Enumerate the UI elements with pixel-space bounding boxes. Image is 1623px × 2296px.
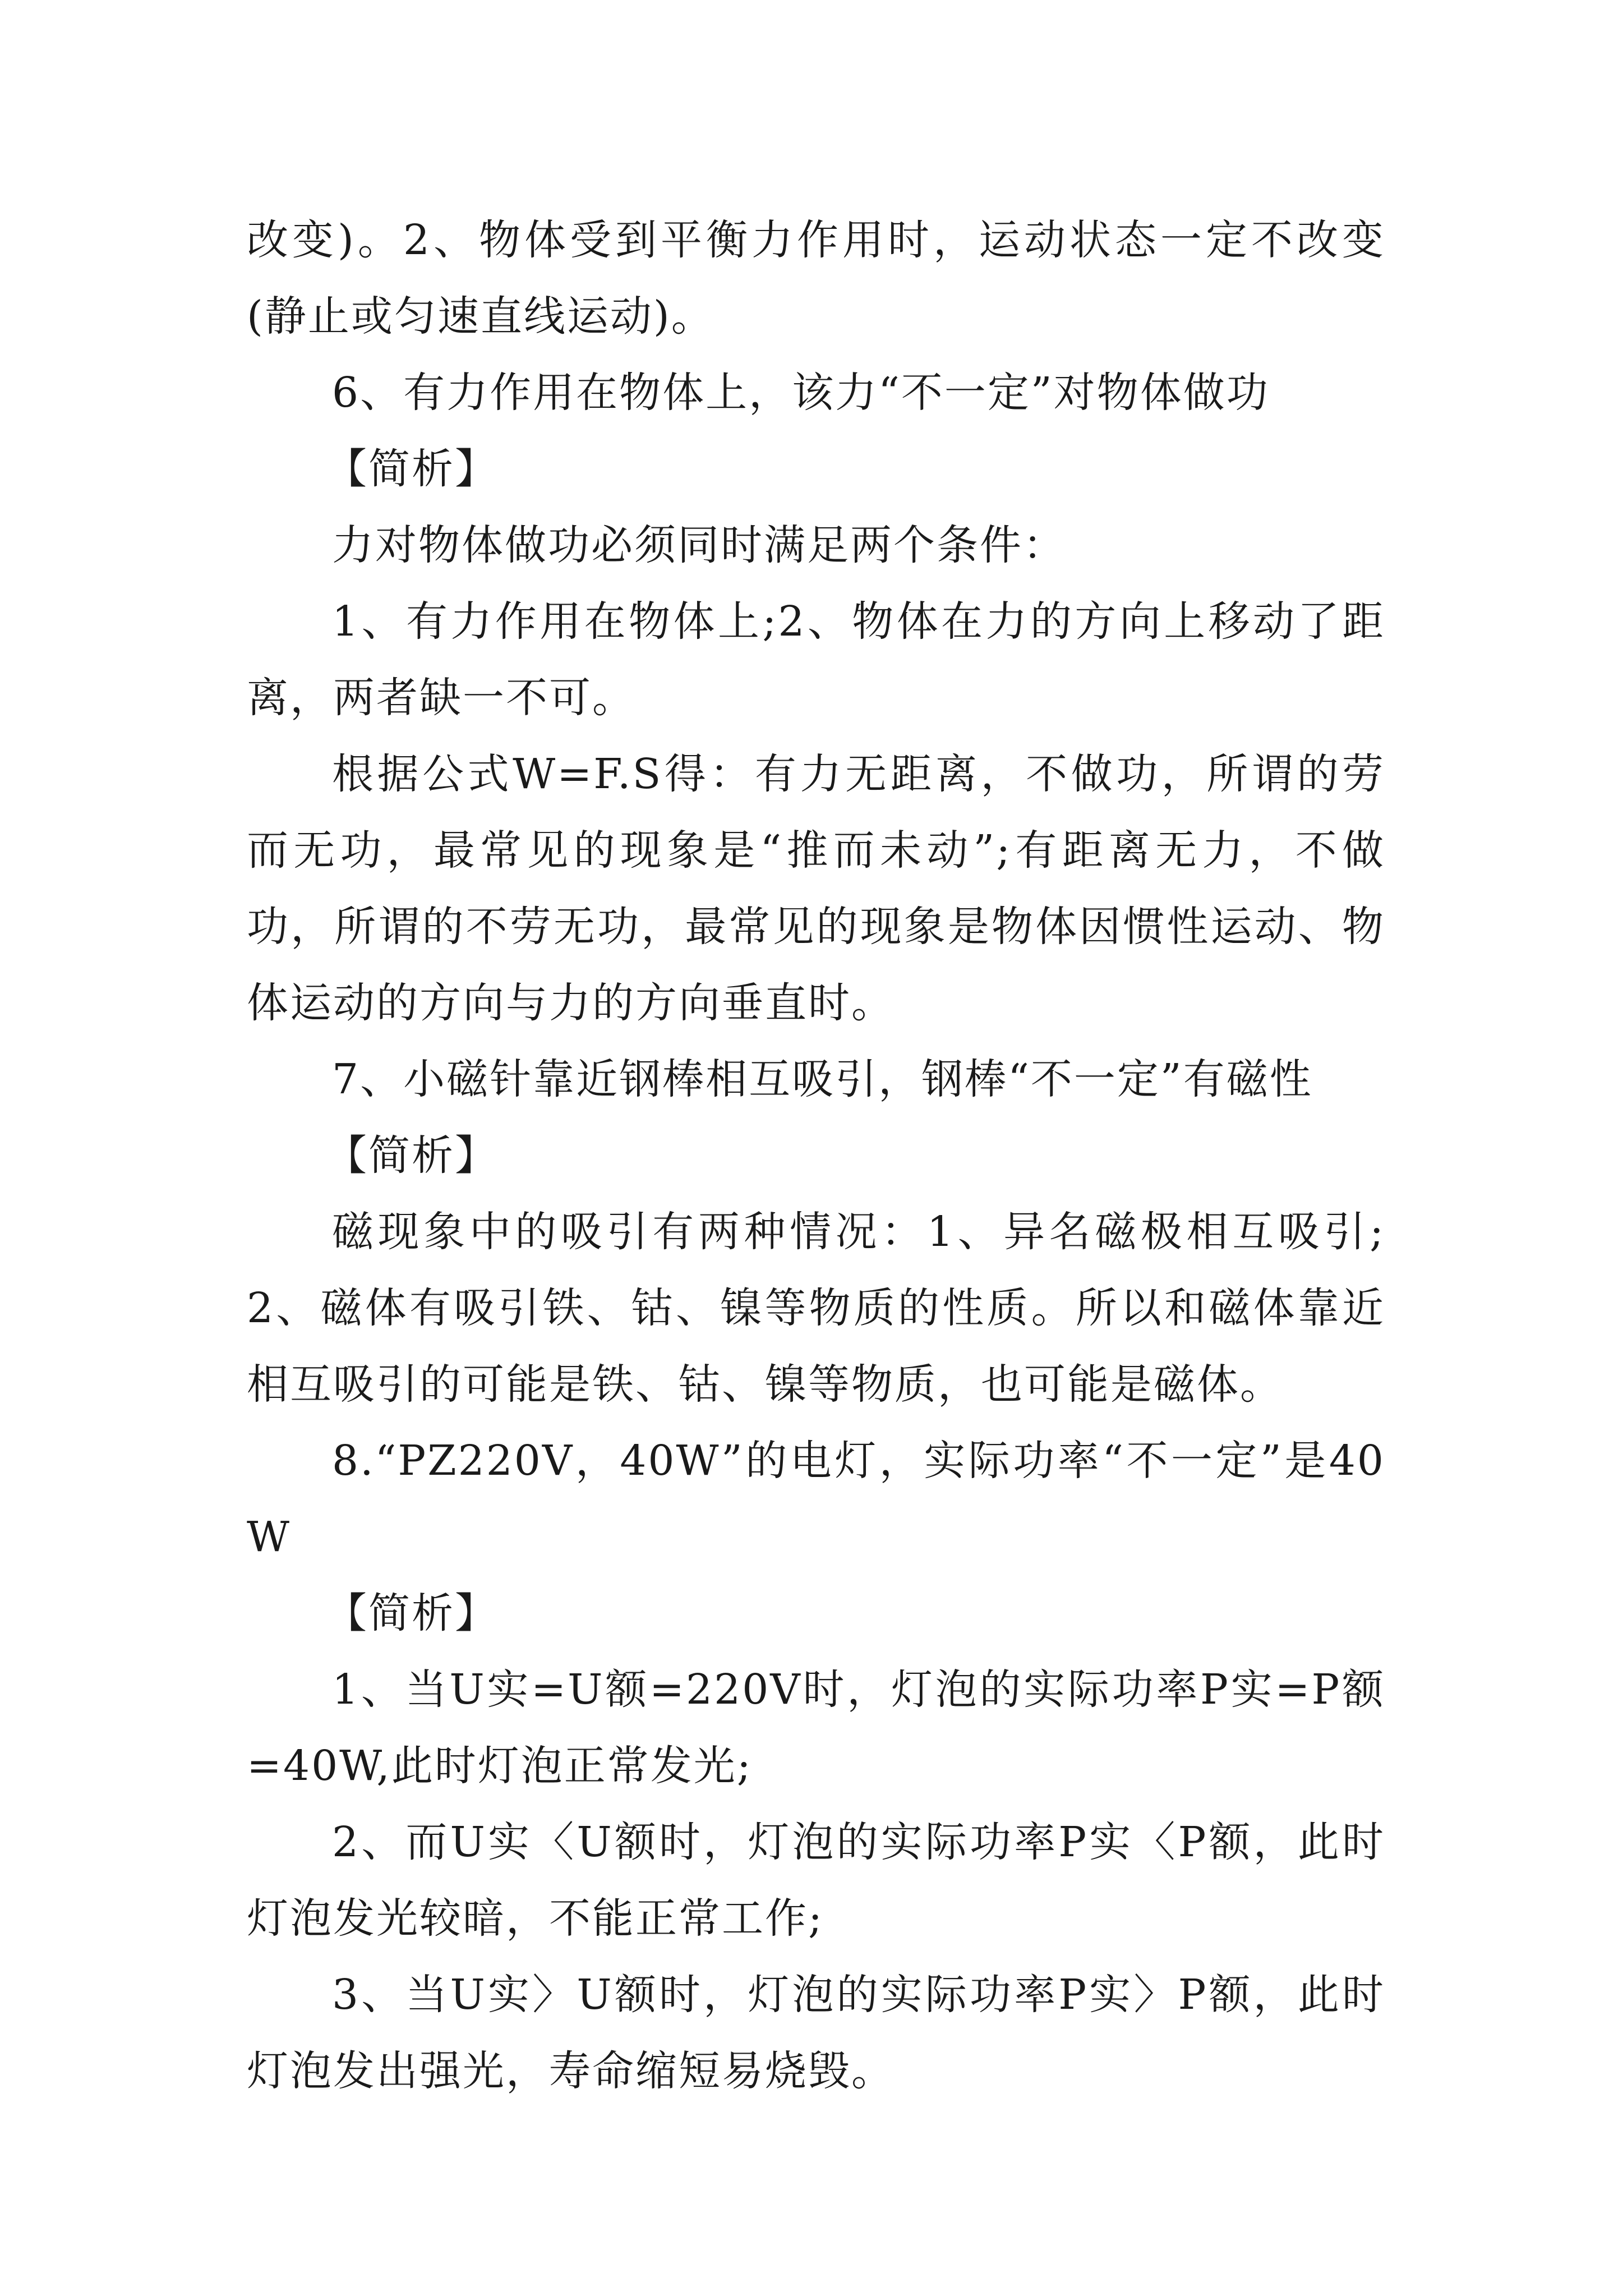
paragraph: 1、当U实=U额=220V时，灯泡的实际功率P实=P额=40W,此时灯泡正常发光; <box>247 1665 1385 1790</box>
section-heading-8: 8.“PZ220V，40W”的电灯，实际功率“不一定”是40W <box>247 1437 1385 1561</box>
analysis-label: 【简析】 <box>325 1589 498 1637</box>
section-heading-6: 6、有力作用在物体上，该力“不一定”对物体做功 <box>332 369 1270 417</box>
paragraph: 2、而U实〈U额时，灯泡的实际功率P实〈P额，此时灯泡发光较暗，不能正常工作; <box>247 1818 1385 1943</box>
paragraph: 1、有力作用在物体上;2、物体在力的方向上移动了距离，两者缺一不可。 <box>247 597 1385 722</box>
paragraph: 磁现象中的吸引有两种情况：1、异名磁极相互吸引;2、磁体有吸引铁、钴、镍等物质的性质。所以和磁体靠近相互吸引的可能是铁、钴、镍等物质，也可能是磁体。 <box>247 1208 1385 1409</box>
analysis-label: 【简析】 <box>325 445 498 493</box>
document-body <box>247 202 1385 2109</box>
paragraph: 根据公式W=F.S得：有力无距离，不做功，所谓的劳而无功，最常见的现象是“推而未动”;有距离无力，不做功，所谓的不劳无功，最常见的现象是物体因惯性运动、物体运动的方向与力的方向垂直时。 <box>247 750 1385 1027</box>
analysis-label: 【简析】 <box>325 1131 498 1180</box>
paragraph-continuation: 改变)。2、物体受到平衡力作用时，运动状态一定不改变(静止或匀速直线运动)。 <box>247 216 1385 341</box>
paragraph: 3、当U实〉U额时，灯泡的实际功率P实〉P额，此时灯泡发出强光，寿命缩短易烧毁。 <box>247 1971 1385 2095</box>
section-heading-7: 7、小磁针靠近钢棒相互吸引，钢棒“不一定”有磁性 <box>332 1055 1313 1103</box>
paragraph: 力对物体做功必须同时满足两个条件： <box>332 521 1066 569</box>
